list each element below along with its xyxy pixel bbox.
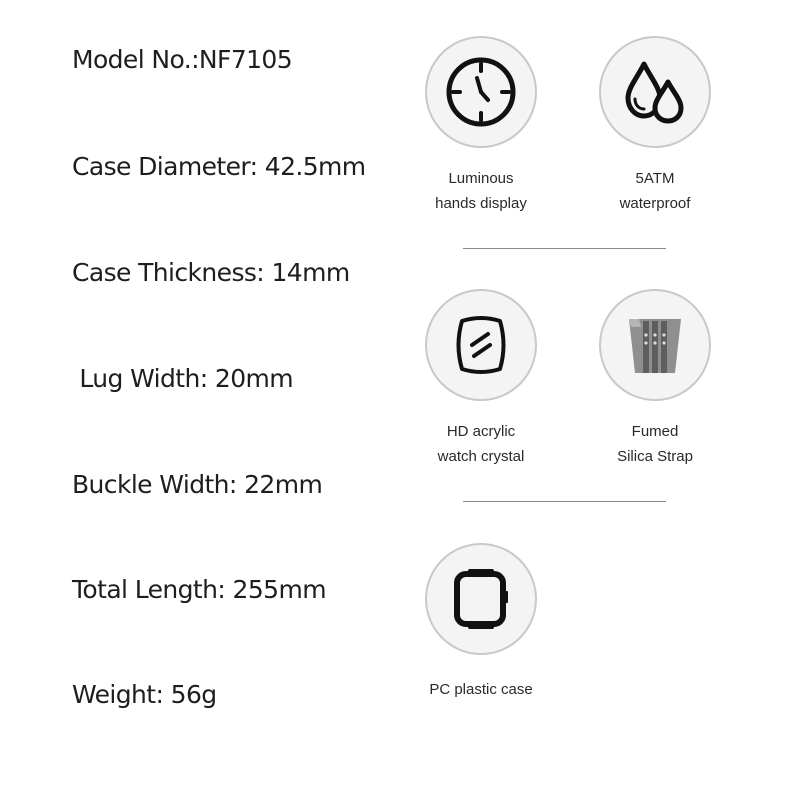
feature-luminous-hands [396,36,566,216]
feature-caption [396,419,566,469]
feature-icon-circle [599,289,711,401]
water-drops-icon [617,54,693,130]
feature-icon-circle [425,543,537,655]
divider [463,248,666,249]
feature-caption [570,166,740,216]
feature-icon-circle [425,36,537,148]
spec-total-length: Total Length: 255mm [72,575,326,604]
spec-weight: Weight: 56g [72,680,217,709]
spec-case-thickness: Case Thickness: 14mm [72,258,350,287]
feature-caption-line1: Luminous [448,170,514,187]
feature-caption-line2: hands display [435,195,527,212]
feature-caption-line1: HD acrylic [446,423,516,440]
feature-acrylic-crystal [396,289,566,469]
clock-icon [443,54,519,130]
spec-lug-width: Lug Width: 20mm [72,364,294,393]
strap-icon [617,307,693,383]
spec-model-number: Model No.:NF7105 [72,45,293,74]
feature-caption [570,419,740,469]
feature-waterproof [570,36,740,216]
feature-caption-line1: 5ATM [635,170,675,187]
feature-plastic-case [396,543,566,702]
spec-case-diameter: Case Diameter: 42.5mm [72,152,366,181]
feature-caption [396,677,566,702]
feature-caption-line2: waterproof [619,195,691,212]
feature-caption-line1: Fumed [631,423,679,440]
divider [463,501,666,502]
feature-caption-line2: watch crystal [437,448,525,465]
feature-caption-line1: PC plastic case [429,681,533,698]
watch-case-icon [443,561,519,637]
feature-icon-circle [599,36,711,148]
feature-silica-strap [570,289,740,469]
feature-caption-line2: Silica Strap [617,448,693,465]
watch-crystal-icon [443,307,519,383]
feature-icon-circle [425,289,537,401]
spec-buckle-width: Buckle Width: 22mm [72,470,323,499]
feature-caption [396,166,566,216]
